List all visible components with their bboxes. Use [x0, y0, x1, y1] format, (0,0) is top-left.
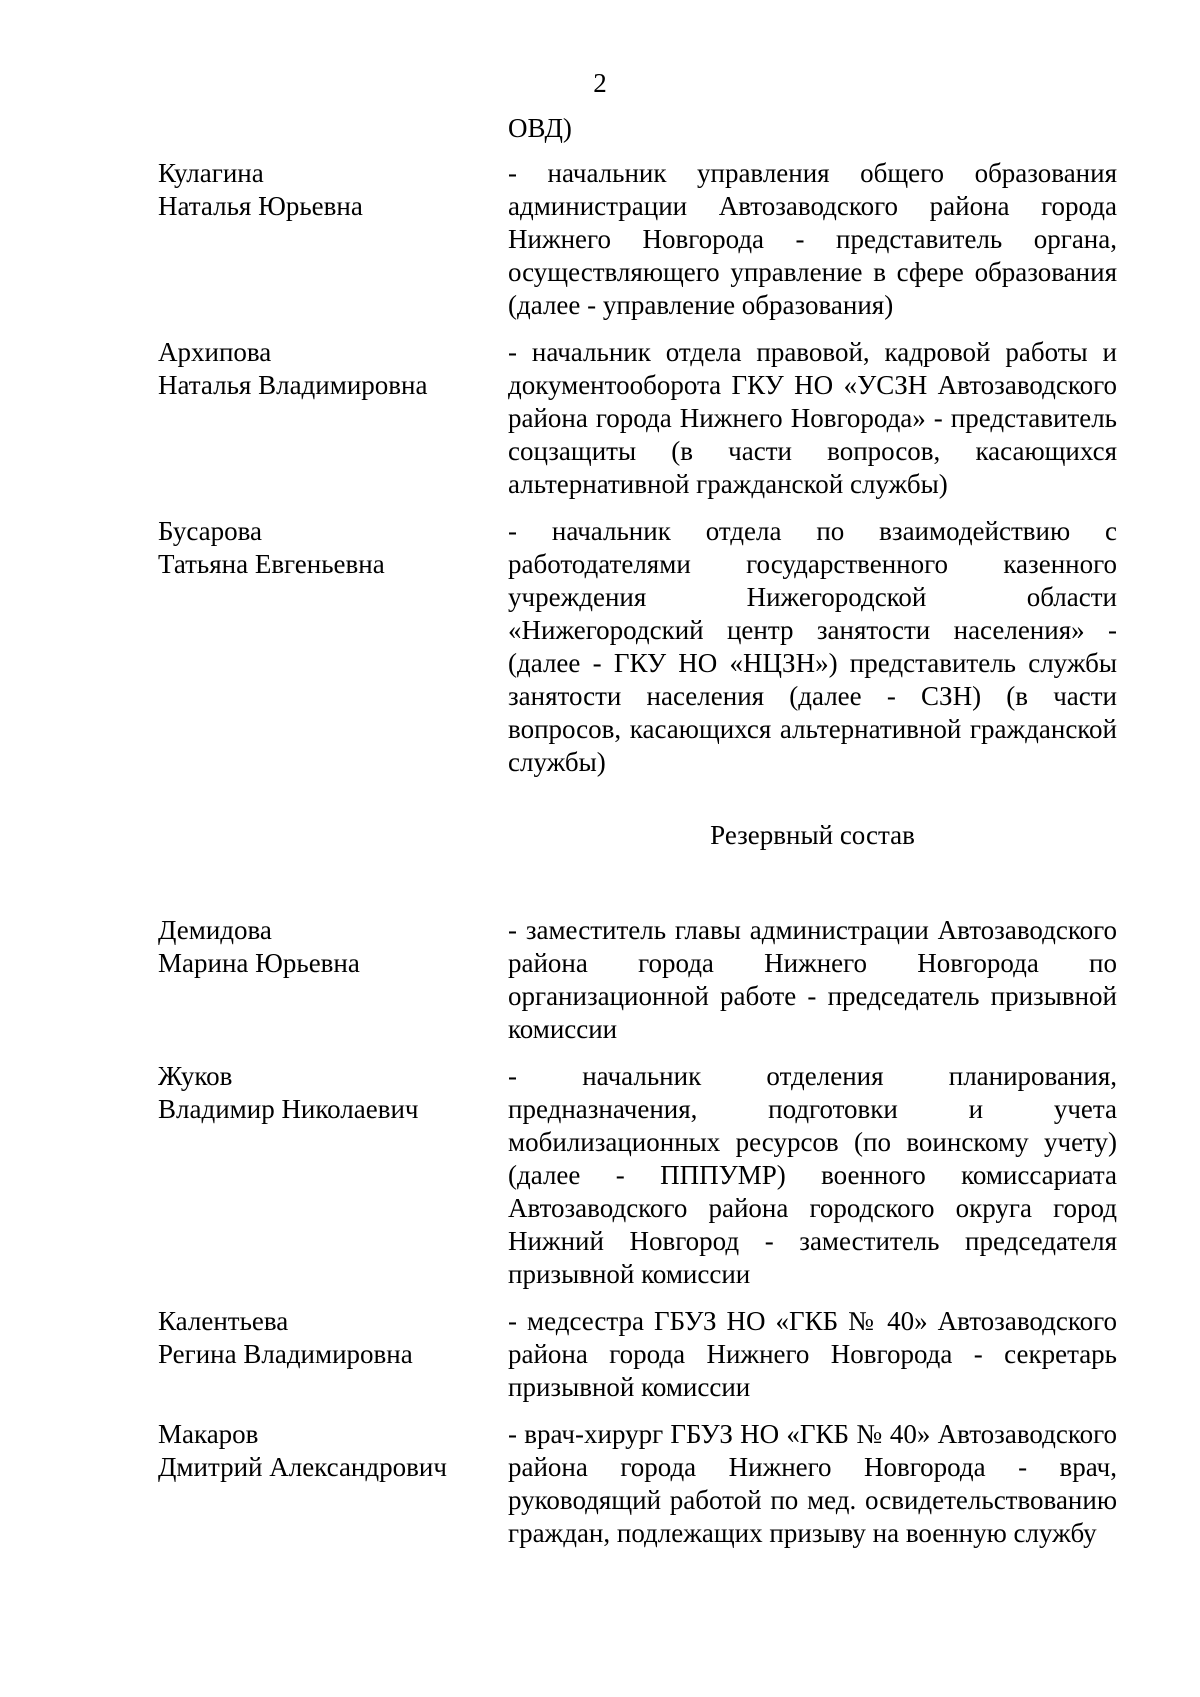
member-description: - медсестра ГБУЗ НО «ГКБ № 40» Автозаводского района города Нижнего Новгорода - секретарь призывной комиссии	[508, 1306, 1117, 1402]
member-row-busarova	[158, 515, 1118, 779]
member-given-names: Регина Владимировна	[158, 1339, 413, 1369]
member-surname: Бусарова	[158, 516, 263, 546]
member-description: - начальник управления общего образования администрации Автозаводского района города Нижнего Новгорода - представитель органа, осуществляющего управление в сфере образования (далее - управление образования)	[508, 158, 1117, 320]
member-row-makarov	[158, 1418, 1118, 1550]
member-given-names: Марина Юрьевна	[158, 948, 360, 978]
member-surname: Калентьева	[158, 1306, 289, 1336]
member-description: - начальник отдела правовой, кадровой работы и документооборота ГКУ НО «УСЗН Автозаводского района города Нижнего Новгорода» - представитель соцзащиты (в части вопросов, касающихся альтернативной гражданской службы)	[508, 337, 1117, 499]
member-row-zhukov	[158, 1060, 1118, 1291]
member-given-names: Наталья Владимировна	[158, 370, 428, 400]
member-name	[158, 336, 508, 402]
reserve-section-heading: Резервный состав	[710, 820, 915, 850]
member-description: - начальник отделения планирования, предназначения, подготовки и учета мобилизационных ресурсов (по воинскому учету) (далее - ПППУМР) военного комиссариата Автозаводского района городского округа город Нижний Новгород - заместитель председателя призывной комиссии	[508, 1061, 1117, 1289]
document-body	[158, 112, 1118, 1564]
member-surname: Архипова	[158, 337, 272, 367]
continuation-text: ОВД)	[508, 113, 572, 143]
member-surname: Кулагина	[158, 158, 264, 188]
member-given-names: Дмитрий Александрович	[158, 1452, 447, 1482]
member-surname: Жуков	[158, 1061, 233, 1091]
member-description: - врач-хирург ГБУЗ НО «ГКБ № 40» Автозаводского района города Нижнего Новгорода - врач, руководящий работой по мед. освидетельствованию граждан, подлежащих призыву на военную службу	[508, 1419, 1117, 1548]
member-surname: Макаров	[158, 1419, 259, 1449]
continuation-row	[158, 112, 1118, 145]
member-row-kalentyeva	[158, 1305, 1118, 1404]
member-name	[158, 1418, 508, 1484]
member-given-names: Татьяна Евгеньевна	[158, 549, 385, 579]
member-row-kulagina	[158, 157, 1118, 322]
member-description: - начальник отдела по взаимодействию с работодателями государственного казенного учреждения Нижегородской области «Нижегородский центр занятости населения» - (далее - ГКУ НО «НЦЗН») представитель службы занятости населения (далее - СЗН) (в части вопросов, касающихся альтернативной гражданской службы)	[508, 516, 1117, 777]
member-row-arkhipova	[158, 336, 1118, 501]
member-given-names: Владимир Николаевич	[158, 1094, 419, 1124]
member-name	[158, 515, 508, 581]
member-surname: Демидова	[158, 915, 272, 945]
page-number: 2	[593, 68, 607, 98]
member-description: - заместитель главы администрации Автозаводского района города Нижнего Новгорода по организационной работе - председатель призывной комиссии	[508, 915, 1117, 1044]
member-name	[158, 914, 508, 980]
member-name	[158, 157, 508, 223]
member-row-demidova	[158, 914, 1118, 1046]
member-name	[158, 1060, 508, 1126]
member-name	[158, 1305, 508, 1371]
member-given-names: Наталья Юрьевна	[158, 191, 363, 221]
